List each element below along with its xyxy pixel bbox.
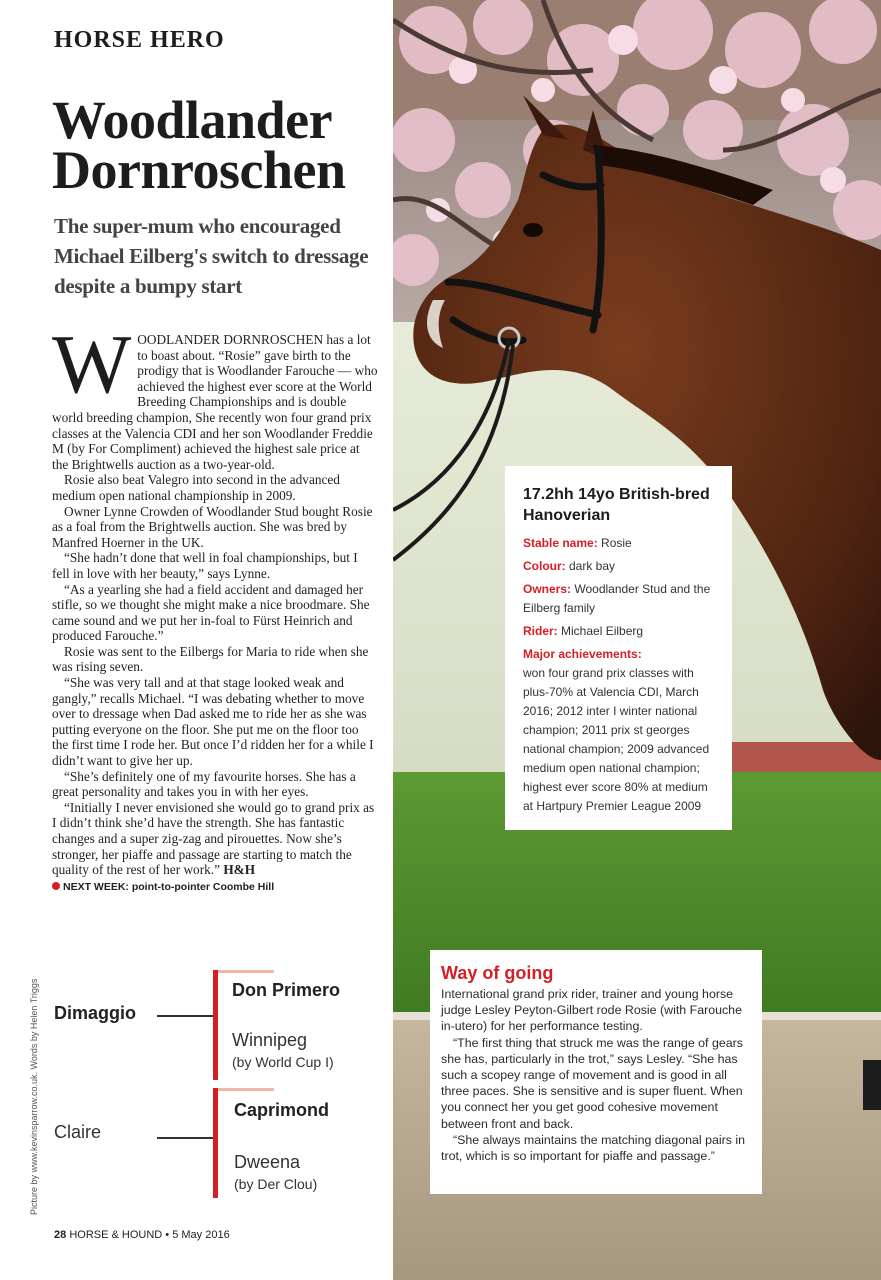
fact-row xyxy=(523,557,714,576)
fact-value: won four grand prix classes with plus-70% at Valencia CDI, March 2016; 2012 inter I winter national champion; 2011 prix st georges national champion; 2009 advanced medium open national champion; highest ever score 80% at medium at Hartpury Premier League 2009 xyxy=(523,666,710,813)
page-title: Woodlander Dornroschen xyxy=(52,90,346,200)
pedigree-dam: Claire xyxy=(54,1122,102,1142)
article-body xyxy=(52,318,378,895)
article-paragraph: “As a yearling she had a field accident and damaged her stifle, so we thought she might make a nice broodmare. She came sound and we put her in-foal to Fürst Heinrich and produced Farouche.” xyxy=(52,581,370,644)
fact-value: Woodlander Stud and the Eilberg family xyxy=(523,582,711,615)
fact-row xyxy=(523,580,714,618)
next-week-text: NEXT WEEK: point-to-pointer Coombe Hill xyxy=(63,880,275,893)
fact-value: dark bay xyxy=(569,559,616,573)
section-label: HORSE HERO xyxy=(54,27,225,53)
fact-key: Rider: xyxy=(523,624,558,638)
pedigree-dam-dam: Dweena xyxy=(234,1152,301,1172)
way-of-going-box xyxy=(430,950,762,1194)
article-paragraph: Rosie was sent to the Eilbergs for Maria to ride when she was rising seven. xyxy=(52,643,369,675)
pedigree-sire: Dimaggio xyxy=(54,1003,137,1023)
way-of-going-paragraph: International grand prix rider, trainer and young horse judge Lesley Peyton-Gilbert rode Rosie (with Farouche in-utero) for her performance testing. xyxy=(441,987,742,1034)
pedigree-bracket-cap xyxy=(218,970,274,973)
pedigree-sire-sire: Don Primero xyxy=(232,980,341,1000)
article-paragraph-text: “Initially I never envisioned she would go to grand prix as I didn’t think she’d have the strength. She has fantastic changes and a super zig-zag and pirouettes. Now she’s stronger, her piaffe and passage are starting to match the quality of the rest of her work.” xyxy=(52,799,375,878)
subtitle: The super-mum who encouraged Michael Eilberg's switch to dressage despite a bumpy start xyxy=(54,214,369,298)
fact-value: Michael Eilberg xyxy=(561,624,644,638)
page-footer xyxy=(54,1229,230,1241)
pedigree-dam-sire: Caprimond xyxy=(234,1100,330,1120)
pedigree-chart xyxy=(0,960,393,1200)
fact-value: Rosie xyxy=(601,536,632,550)
pedigree-bracket-cap xyxy=(218,1088,274,1091)
signoff: H&H xyxy=(223,862,256,878)
article-paragraph: Rosie also beat Valegro into second in the advanced medium open national championship in 2009. xyxy=(52,472,340,503)
drop-cap: W xyxy=(52,318,132,411)
publication-name: HORSE & HOUND xyxy=(69,1229,163,1241)
fact-key: Stable name: xyxy=(523,536,598,550)
fact-row xyxy=(523,534,714,553)
fact-box xyxy=(505,466,732,830)
article-paragraph: Owner Lynne Crowden of Woodlander Stud bought Rosie as a foal from the Brightwells auction. She was bred by Manfred Hoerner in the UK. xyxy=(52,503,373,550)
fact-key: Colour: xyxy=(523,559,566,573)
fact-row xyxy=(523,622,714,641)
way-of-going-title: Way of going xyxy=(441,963,554,983)
issue-date: 5 May 2016 xyxy=(172,1229,230,1241)
way-of-going-paragraph: “She always maintains the matching diagonal pairs in trot, which is so important for piaffe and passage.” xyxy=(441,1132,746,1164)
pedigree-connector xyxy=(157,1137,215,1139)
pedigree-dam-dam-note: (by Der Clou) xyxy=(234,1176,318,1192)
article-paragraph: “She hadn’t done that well in foal championships, but I fell in love with her beauty,” says Lynne. xyxy=(52,550,358,581)
article-paragraph: OODLANDER DORNROSCHEN has a lot to boast about. “Rosie” gave birth to the prodigy that is Woodlander Farouche — who achieved the highest ever score at the World Breeding Championships and is double world breeding champion, She recently won four grand prix classes at the Valencia CDI and her son Woodlander Freddie M (by For Compliment) achieved the highest sale price at the Brightwells auction as a two-year-old. xyxy=(52,332,378,472)
page-number: 28 xyxy=(54,1229,67,1241)
article-paragraph-last xyxy=(52,800,378,878)
way-of-going-paragraph: “The first thing that struck me was the range of gears she has, particularly in the trot,” says Lesley. “She has such a scopey range of movement and is good in all three paces. She is sensitive and is super fluent. When you connect her you get good cohesive movement between front and back. xyxy=(441,1035,743,1131)
fact-key: Major achievements: xyxy=(523,647,642,661)
pedigree-bracket xyxy=(213,970,218,1080)
photo-credit: Picture by www.kevinsparrow.co.uk. Words by Helen Triggs xyxy=(29,978,39,1215)
pedigree-sire-dam-note: (by World Cup I) xyxy=(232,1054,334,1070)
footer-separator: • xyxy=(165,1229,170,1241)
next-week-teaser xyxy=(52,880,378,896)
pedigree-bracket xyxy=(213,1088,218,1198)
fact-key: Owners: xyxy=(523,582,572,596)
fact-row xyxy=(523,645,714,816)
article-paragraph: “She was very tall and at that stage looked weak and gangly,” recalls Michael. “I was debating whether to move over to dressage when Dad asked me to ride her as she was putting everyone on the floor. She put me on the floor too the first time I rode her. But once I’d ridden her for a while I didn’t want to give her up. xyxy=(52,675,374,769)
bullet-dot-icon xyxy=(52,882,60,890)
article-paragraph: “She’s definitely one of my favourite horses. She has a great personality and takes you in with her eyes. xyxy=(52,768,356,800)
fact-box-title: 17.2hh 14yo British-bred Hanoverian xyxy=(523,486,710,524)
way-of-going-text xyxy=(441,986,752,1164)
pedigree-connector xyxy=(157,1015,215,1017)
pedigree-sire-dam: Winnipeg xyxy=(232,1030,308,1050)
